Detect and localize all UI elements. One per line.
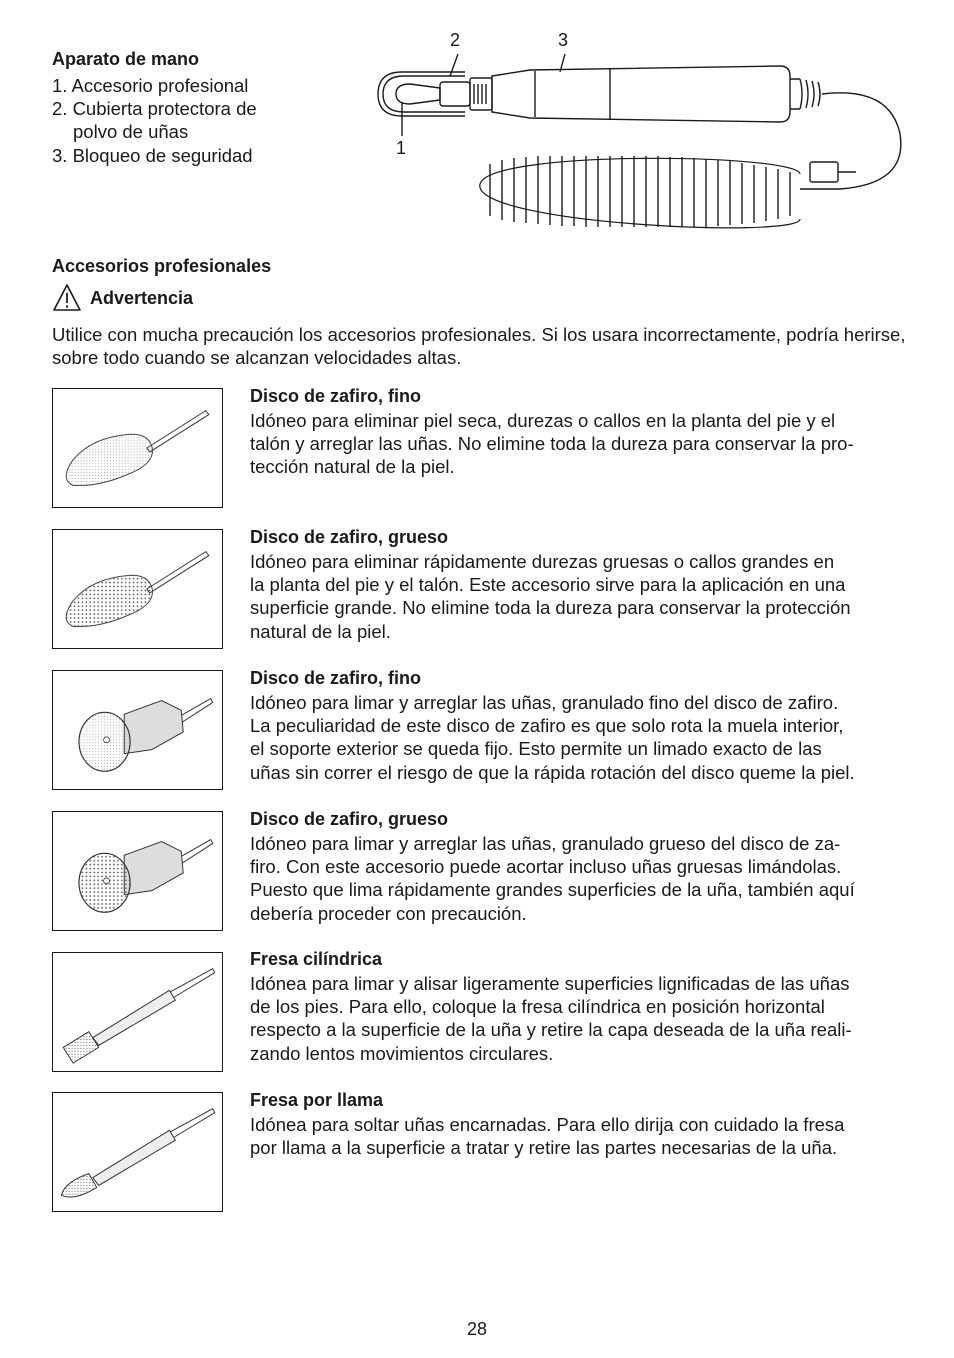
coiled-cord-shape — [480, 156, 800, 228]
accessory-title: Fresa por llama — [250, 1090, 384, 1110]
accessory-text-line: Idóneo para limar y arreglar las uñas, granulado fino del disco de zafiro. — [250, 692, 839, 713]
parts-list-item-continuation: polvo de uñas — [73, 121, 189, 143]
accessory-image — [52, 1092, 223, 1212]
parts-list-item: 2. Cubierta protectora de — [52, 98, 257, 120]
accessory-text-line: la planta del pie y el talón. Este accesorio sirve para la aplicación en una — [250, 574, 846, 596]
accessory-title: Fresa cilíndrica — [250, 949, 383, 969]
accessory-image — [52, 529, 223, 649]
accessory-text-line: de los pies. Para ello, coloque la fresa cilíndrica en posición horizontal — [250, 996, 825, 1018]
accessory-text-line: respecto a la superficie de la uña y retire la capa deseada de la uña reali- — [250, 1019, 852, 1041]
accessory-text-line: debería proceder con precaución. — [250, 902, 527, 924]
accessory-text-line: zando lentos movimientos circulares. — [250, 1042, 554, 1064]
accessory-description — [250, 385, 910, 479]
accessory-description — [250, 948, 910, 1065]
parts-list-item — [52, 120, 257, 143]
warning-text: Utilice con mucha precaución los accesorios profesionales. Si los usara incorrectamente, podría herirse, sobre todo cuando se alcanzan velocidades altas. — [52, 324, 906, 369]
accessory-text-line: Idóneo para limar y arreglar las uñas, granulado grueso del disco de za- — [250, 833, 841, 854]
accessory-description — [250, 808, 910, 925]
accessory-text-line: el soporte exterior se queda fijo. Esto permite un limado exacto de las — [250, 738, 822, 760]
accessory-description — [250, 1089, 910, 1159]
parts-list-item: 3. Bloqueo de seguridad — [52, 144, 253, 166]
accessory-text-line: La peculiaridad de este disco de zafiro es que solo rota la muela interior, — [250, 715, 844, 737]
handset-body-shape — [492, 66, 790, 122]
sapphire-disc-coarse-illustration — [53, 812, 222, 930]
accessory-description — [250, 526, 910, 643]
accessory-text-line: natural de la piel. — [250, 620, 391, 642]
accessory-text-line: firo. Con este accesorio puede acortar incluso uñas gruesas limándolas. — [250, 856, 842, 878]
handset-parts-list — [52, 74, 257, 167]
accessory-image — [52, 811, 223, 931]
accessory-text-line: tección natural de la piel. — [250, 456, 455, 478]
accessory-text-line: superficie grande. No elimine toda la dureza para conservar la protección — [250, 597, 851, 619]
callout-2: 2 — [450, 30, 461, 50]
accessory-text-line: Idónea para soltar uñas encarnadas. Para ello dirija con cuidado la fresa — [250, 1114, 845, 1135]
plug-shape — [810, 162, 838, 182]
accessory-text-line: uñas sin correr el riesgo de que la rápida rotación del disco queme la piel. — [250, 761, 855, 783]
handset-illustration — [370, 24, 910, 254]
accessory-title: Disco de zafiro, grueso — [250, 527, 449, 547]
accessory-title: Disco de zafiro, fino — [250, 668, 422, 688]
handset-title: Aparato de mano — [52, 49, 200, 69]
warning-label: Advertencia — [90, 287, 194, 308]
cable-shape — [800, 93, 901, 189]
accessory-text-line: Puesto que lima rápidamente grandes superficies de la uña, también aquí — [250, 879, 855, 901]
sapphire-disc-fine-illustration — [53, 671, 222, 789]
callout-3: 3 — [558, 30, 569, 50]
accessory-text-line: por llama a la superficie a tratar y retire las partes necesarias de la uña. — [250, 1137, 838, 1159]
accessory-text-line: Idóneo para eliminar rápidamente durezas gruesas o callos grandes en — [250, 551, 835, 572]
accessory-description — [250, 667, 910, 784]
safety-lock-shape — [470, 78, 492, 110]
accessory-text-line: Idóneo para eliminar piel seca, durezas o callos en la planta del pie y el — [250, 410, 836, 431]
accessory-cone-shape — [396, 84, 440, 104]
accessory-image — [52, 388, 223, 508]
accessory-text-line: Idónea para limar y alisar ligeramente superficies lignificadas de las uñas — [250, 973, 850, 994]
parts-list-item: 1. Accesorio profesional — [52, 75, 249, 96]
flame-cutter-illustration — [53, 1093, 222, 1211]
warning-icon — [52, 283, 82, 313]
accessory-image — [52, 670, 223, 790]
page-number: 28 — [466, 1319, 488, 1339]
warning-heading — [52, 283, 193, 313]
sapphire-cone-fine-illustration — [53, 389, 222, 507]
accessory-text-line: talón y arreglar las uñas. No elimine toda la dureza para conservar la pro- — [250, 433, 854, 455]
cylindrical-cutter-illustration — [53, 953, 222, 1071]
accessory-title: Disco de zafiro, fino — [250, 386, 422, 406]
section-title: Accesorios profesionales — [52, 256, 272, 276]
callout-1: 1 — [396, 138, 407, 158]
sapphire-cone-coarse-illustration — [53, 530, 222, 648]
collar-shape — [440, 82, 470, 106]
accessory-title: Disco de zafiro, grueso — [250, 809, 449, 829]
accessory-image — [52, 952, 223, 1072]
